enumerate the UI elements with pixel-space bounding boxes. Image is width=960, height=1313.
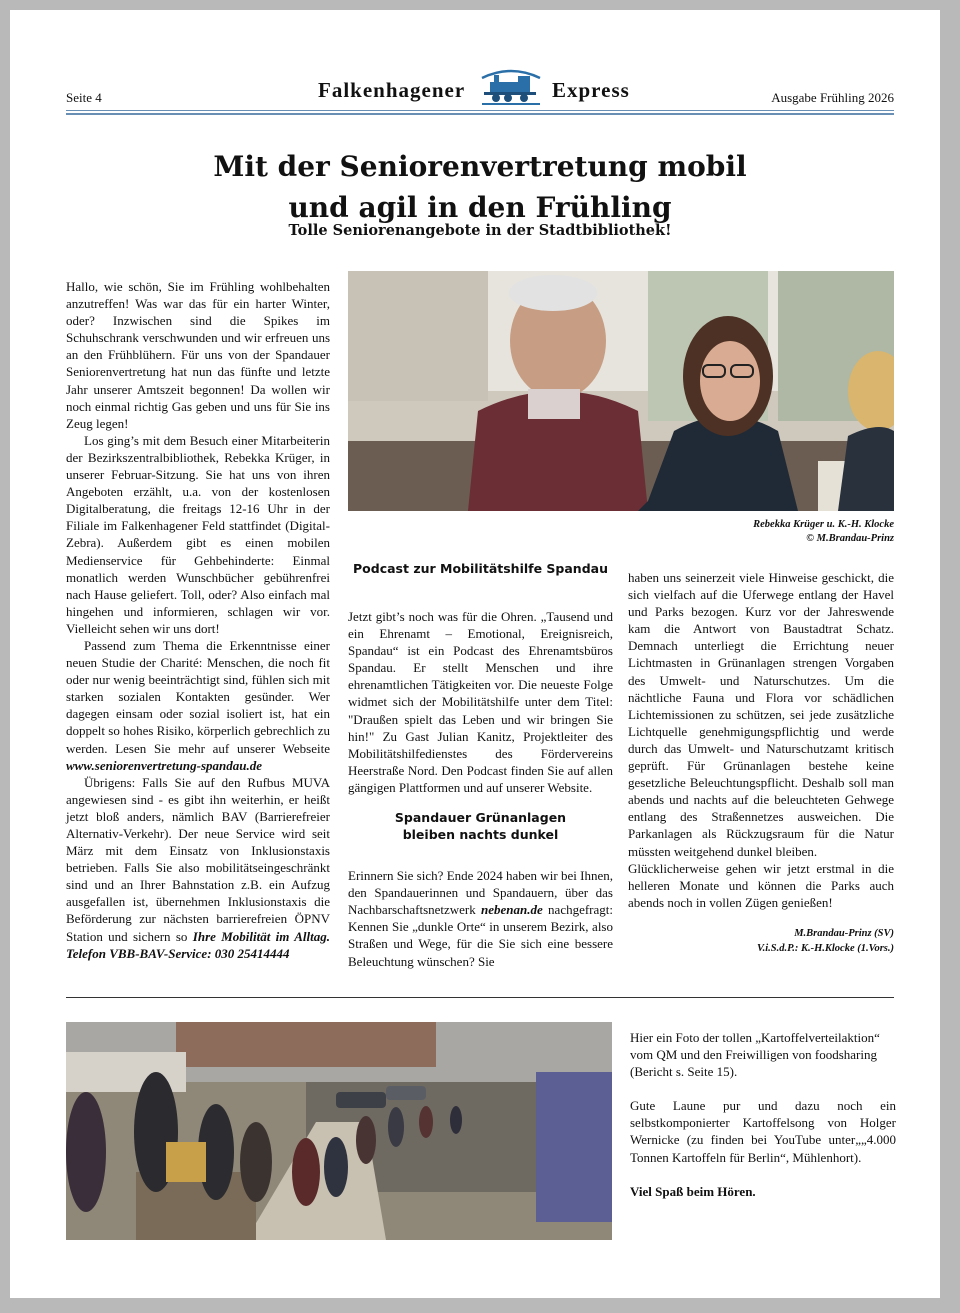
signature: M.Brandau-Prinz (SV) V.i.S.d.P.: K.-H.Klocke (1.Vors.)	[756, 928, 894, 954]
paragraph: Los ging’s mit dem Besuch einer Mitarbeiterin der Bezirkszentralbibliothek, Rebekka Krüger, in unserer Februar-Sitzung. Sie hat uns von ihren Angeboten erzählt, u.a. von der kostenlosen Digitalberatung, die freitags 12-16 Uhr in der Filiale im Falkenhagener Feld stattfindet (Digital-Zebra). Außerdem gibt es einen mobilen Medienservice für Gehbehinderte: Einmal monatlich werden Wunschbücher gebührenfrei nach Hause geliefert. Toll, oder? Also einfach mal hingehen und informieren, schlagen wir vor. Vielleicht sehen wir uns dort!	[66, 432, 330, 636]
issue-label: Ausgabe Frühling 2026	[771, 90, 894, 105]
website-link[interactable]: www.seniorenvertretung-spandau.de	[66, 757, 262, 773]
headline: Mit der Seniorenvertretung mobil und agil in den Frühling	[213, 150, 747, 224]
paragraph: Passend zum Thema die Erkenntnisse einer neuen Studie der Charité: Menschen, die noch fit oder nur wenig beeinträchtigt sind, fühlen sich mit starken sozialen Kontakten gesünder. Wer dagegen einsam oder sozial isoliert ist, hat ein doppelt so hohes Risiko, körperlich gebrechlich zu werden. Lesen Sie mehr auf unserer Webseite www.seniorenvertretung-spandau.de	[66, 637, 330, 773]
page-number: Seite 4	[66, 90, 102, 105]
article-column-1	[66, 278, 330, 962]
bottom-text	[630, 1029, 896, 1217]
photo-caption: Rebekka Krüger u. K.-H. Klocke © M.Brandau-Prinz	[753, 519, 894, 544]
paragraph: Übrigens: Falls Sie auf den Rufbus MUVA angewiesen sind - es gibt ihn weiterhin, er heißt jetzt bloß anders, nämlich BAV (Barrierefreier Alternativ-Verkehr). Der neue Service wird seit März mit dem Einsatz von Inklusionstaxis betrieben. Falls Sie also mobilitätseingeschränkt sind und an Ihrer Bahnstation z.B. ein Aufzug ausgefallen ist, übernehmen Inklusionstaxis die Beförderung zur nächsten barrierefreien ÖPNV Station und sichern so Ihre Mobilität im Alltag. Telefon VBB-BAV-Service: 030 25414444	[66, 774, 331, 961]
header-rule	[66, 110, 894, 111]
newspaper-page	[10, 10, 940, 1298]
masthead	[310, 64, 650, 110]
closing-line: Viel Spaß beim Hören.	[630, 1183, 756, 1199]
phone-info: Ihre Mobilität im Alltag. Telefon VBB-BAV-Service: 030 25414444	[66, 928, 331, 961]
subheadline: Tolle Seniorenangebote in der Stadtbibliothek!	[288, 222, 672, 239]
photo-portrait-library	[348, 271, 894, 511]
paragraph: haben uns seinerzeit viele Hinweise geschickt, die sich vielfach auf die Uferwege entlang der Havel und Parks bezogen. Kurz vor der Jahreswende kam die Antwort von Baustadtrat Schatz. Demnach unterliegt die Errichtung neuer Lichtmasten in Grünanlagen strengen Vorgaben des Umwelt- und Naturschutzes. Um die nächtliche Fauna und Flora vor schädlichen Lichtemissionen zu schützen, sei jede zusätzliche Lichtquelle genehmigungspflichtig und werde durch das Umwelt- und Naturschutzamt kritisch geprüft. Für Grünanlagen bestehe keine gesetzliche Beleuchtungspflicht. Deshalb soll man abends und nachts auf die beleuchteten Gehwege entlang des Straßennetzes ausweichen. Die Parkanlagen als Rückzugsraum für die Natur müssten weitgehend dunkel bleiben.	[628, 570, 894, 859]
article-column-3	[628, 569, 894, 911]
article-column-2	[348, 608, 613, 970]
masthead-title-left: Falkenhagener	[318, 78, 466, 102]
section-divider	[66, 997, 894, 998]
paragraph: Jetzt gibt’s noch was für die Ohren. „Tausend und ein Ehrenamt – Emotional, Ereignisreich, Spandau“ ist ein Podcast des Ehrenamtsbüros Spandau. Er stellt Menschen und ihre ehrenamtlichen Tätigkeiten vor. Die neueste Folge widmet sich der Mobilitätshilfe unter dem Titel: "Draußen spielt das Leben und wir bringen Sie hin!" Zu Gast Julian Kanitz, Projektleiter des Mobilitätshilfedienstes des Fördervereins Heerstraße Nord. Den Podcast finden Sie auf allen gängigen Plattformen und auf unserer Website.	[348, 609, 613, 795]
paragraph: Hallo, wie schön, Sie im Frühling wohlbehalten anzutreffen! Was war das für ein harter Winter, oder? Inzwischen sind die Spikes im Schuhschrank verschwunden und wir erfreuen uns an den Frühblühern. Für uns von der Spandauer Seniorenvertretung hat nun das fünfte und letzte Jahr unserer Amtszeit begonnen! Da wollen wir noch einmal richtig Gas geben und uns für Sie ins Zeug legen!	[66, 279, 330, 431]
section-title-parks: Spandauer Grünanlagen bleiben nachts dunkel	[394, 810, 567, 843]
paragraph: Glücklicherweise gehen wir jetzt erstmal in die helleren Monate und können die Parks auch abends noch in vollen Zügen genießen!	[628, 860, 894, 910]
locomotive-logo-icon	[478, 66, 544, 106]
photo-potato-distribution	[66, 1022, 612, 1240]
paragraph: Erinnern Sie sich? Ende 2024 haben wir bei Ihnen, den Spandauerinnen und Spandauern, über das Nachbarschaftsnetzwerk nebenan.de nachgefragt: Kennen Sie „dunkle Orte“ in unserem Bezirk, also Straßen und Wege, für die Sie sich eine bessere Beleuchtung wünschen? Sie	[348, 868, 614, 969]
nebenan-link[interactable]: nebenan.de	[481, 902, 543, 918]
paragraph: Hier ein Foto der tollen „Kartoffelverteilaktion“ vom QM und den Freiwilligen von foodsharing (Bericht s. Seite 15).	[630, 1030, 880, 1080]
masthead-title-right: Express	[552, 78, 630, 102]
paragraph: Gute Laune pur und dazu noch ein selbstkomponierter Kartoffelsong von Holger Wernicke (zu finden bei YouTube unter„„4.000 Tonnen Kartoffeln für Berlin“, Mühlenhort).	[630, 1098, 896, 1165]
section-title-podcast: Podcast zur Mobilitätshilfe Spandau	[353, 561, 608, 576]
header-rule-thick	[66, 113, 894, 115]
